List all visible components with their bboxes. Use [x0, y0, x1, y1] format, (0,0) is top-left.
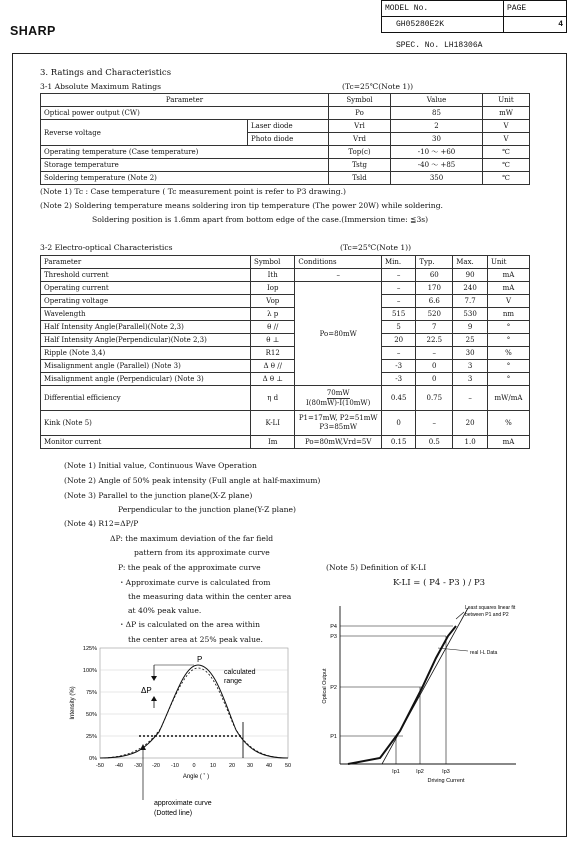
cell-typ: 0	[416, 360, 453, 373]
cell-unit: %	[487, 347, 529, 360]
cell-parameter: Wavelength	[41, 308, 251, 321]
ffp-frame	[100, 648, 288, 758]
ffp-calc-label-2: range	[224, 678, 242, 685]
ffp-gridlines	[100, 670, 288, 736]
ffp-ytick: 75%	[85, 690, 97, 696]
cell-symbol: Im	[251, 436, 295, 449]
cell-max: 9	[453, 321, 488, 334]
kink-xlabel: Driving Current	[427, 778, 465, 784]
table-row	[41, 107, 530, 120]
table-row	[41, 386, 530, 411]
header-box	[381, 0, 567, 38]
cell-min: -3	[382, 373, 416, 386]
cell-symbol: θ ⊥	[251, 334, 295, 347]
ffp-ytick: 25%	[85, 734, 97, 740]
eo-table-title: 3-2 Electro-optical Characteristics	[40, 243, 173, 252]
cell-unit: V	[487, 295, 529, 308]
abs-note-2: (Note 2) Soldering temperature means soldering iron tip temperature (The power 20W) while soldering.	[40, 201, 443, 210]
cell-unit: °	[487, 373, 529, 386]
abs-header-value: Value	[391, 94, 483, 107]
kink-il-chart	[318, 596, 523, 801]
ffp-approx-curve	[104, 668, 284, 758]
eo-table-condition: (Tc=25℃(Note 1))	[340, 243, 412, 252]
cell-parameter: Monitor current	[41, 436, 251, 449]
cell-typ: 520	[416, 308, 453, 321]
cell-parameter: Misalignment angle (Parallel) (Note 3)	[41, 360, 251, 373]
kink-ylabel: P3	[330, 634, 337, 640]
cell-symbol: Vrl	[329, 120, 391, 133]
cell-parameter: Threshold current	[41, 269, 251, 282]
eo-header-max: Max.	[453, 256, 488, 269]
ffp-xtick: -20	[152, 763, 160, 769]
cell-typ: 170	[416, 282, 453, 295]
cell-symbol: θ //	[251, 321, 295, 334]
kink-ylabel-axis: Optical Output	[322, 668, 328, 704]
ffp-dp-label: ΔP	[141, 686, 152, 695]
table-row	[41, 120, 530, 133]
ffp-x-ticks	[96, 763, 291, 769]
eo-header-unit: Unit	[487, 256, 529, 269]
model-value: GH05280E2K	[382, 17, 504, 33]
cell-min: 0.45	[382, 386, 416, 411]
fraction-numerator: 70mW	[326, 388, 350, 397]
table-row	[41, 146, 530, 159]
table-row	[41, 373, 530, 386]
cell-unit: %	[487, 411, 529, 436]
cell-min: 20	[382, 334, 416, 347]
kink-xlabel-tick: Ip1	[392, 769, 400, 775]
cell-unit: °	[487, 360, 529, 373]
cell-symbol: K-LI	[251, 411, 295, 436]
ffp-xtick: 10	[209, 763, 217, 769]
cell-unit: ℃	[483, 172, 530, 185]
far-field-chart	[64, 640, 294, 825]
table-row	[41, 159, 530, 172]
table-row	[41, 282, 530, 295]
cell-min: 0.15	[382, 436, 416, 449]
cell-typ: 0.75	[416, 386, 453, 411]
kink-guides	[340, 626, 453, 764]
table-row	[41, 308, 530, 321]
cell-value: 350	[391, 172, 483, 185]
cell-unit: V	[483, 133, 530, 146]
kink-x-labels	[392, 769, 450, 775]
cell-symbol: η d	[251, 386, 295, 411]
cell-unit: V	[483, 120, 530, 133]
fraction-denominator: I(80mW)-I(10mW)	[306, 398, 371, 407]
cell-min: –	[382, 269, 416, 282]
cell-typ: –	[416, 347, 453, 360]
cell-parameter: Storage temperature	[41, 159, 329, 172]
cell-max: 20	[453, 411, 488, 436]
cell-min: –	[382, 347, 416, 360]
cell-max: 240	[453, 282, 488, 295]
table-row	[41, 269, 530, 282]
table-row	[41, 360, 530, 373]
abs-header-symbol: Symbol	[329, 94, 391, 107]
ffp-dp-arrowhead-2	[151, 696, 157, 701]
cell-value: -40 ～ +85	[391, 159, 483, 172]
ffp-xtick: 20	[228, 763, 236, 769]
cell-unit: nm	[487, 308, 529, 321]
cell-parameter: Operating current	[41, 282, 251, 295]
cell-value: -10 ～ +60	[391, 146, 483, 159]
kink-lsq-line	[382, 608, 468, 764]
ffp-ytick: 125%	[82, 646, 97, 652]
ffp-calc-label-1: calculated	[224, 669, 256, 676]
cell-typ: 60	[416, 269, 453, 282]
cell-unit: mA	[487, 269, 529, 282]
cell-typ: 22.5	[416, 334, 453, 347]
section-title: 3. Ratings and Characteristics	[40, 68, 172, 78]
note-line: pattern from its approximate curve	[134, 548, 270, 557]
note-line: (Note 3) Parallel to the junction plane(X-Z plane)	[64, 491, 253, 500]
kink-lsq-label-1: Least squares linear fit	[465, 605, 516, 611]
cell-typ: 6.6	[416, 295, 453, 308]
table-row	[41, 411, 530, 436]
eo-header-parameter: Parameter	[41, 256, 251, 269]
note-line: at 40% peak value.	[128, 606, 202, 615]
cell-parameter: Misalignment angle (Perpendicular) (Note 3)	[41, 373, 251, 386]
cell-min: 5	[382, 321, 416, 334]
ffp-xtick: -10	[171, 763, 179, 769]
cell-conditions	[295, 386, 382, 411]
cell-typ: –	[416, 411, 453, 436]
table-row	[41, 436, 530, 449]
note-line: ・ΔP is calculated on the area within	[118, 620, 260, 629]
cell-unit: ℃	[483, 159, 530, 172]
cell-value: 2	[391, 120, 483, 133]
ffp-ytick: 0%	[89, 756, 97, 762]
cell-conditions: –	[295, 269, 382, 282]
note-line: ・Approximate curve is calculated from	[118, 578, 271, 587]
ffp-xtick: -50	[96, 763, 104, 769]
ffp-xtick: 30	[246, 763, 254, 769]
ffp-approx-label-2: (Dotted line)	[154, 810, 193, 817]
abs-table-title: 3-1 Absolute Maximum Ratings	[40, 82, 162, 91]
cell-parameter: Soldering temperature (Note 2)	[41, 172, 329, 185]
cell-max: –	[453, 386, 488, 411]
table-row	[41, 347, 530, 360]
kink-ylabel: P2	[330, 685, 337, 691]
abs-header-unit: Unit	[483, 94, 530, 107]
note-line: ΔP: the maximum deviation of the far field	[110, 534, 274, 543]
note-line: the measuring data within the center area	[128, 592, 292, 601]
kink-real-label: real I-L Data	[470, 650, 498, 656]
cell-conditions: Po=80mW	[295, 282, 382, 386]
ffp-ylabel: Intensity (%)	[70, 686, 76, 720]
cell-symbol: R12	[251, 347, 295, 360]
cell-max: 90	[453, 269, 488, 282]
cell-max: 3	[453, 373, 488, 386]
cell-min: -3	[382, 360, 416, 373]
cell-symbol: λ p	[251, 308, 295, 321]
cell-subparameter: Laser diode	[248, 120, 329, 133]
kink-ylabel: P4	[330, 624, 337, 630]
cell-unit: mA	[487, 436, 529, 449]
cell-unit: mA	[487, 282, 529, 295]
ffp-xtick: -30	[134, 763, 142, 769]
kink-xlabel-tick: Ip2	[416, 769, 424, 775]
cell-typ: 0	[416, 373, 453, 386]
cell-symbol: Δ θ ⊥	[251, 373, 295, 386]
cell-parameter: Half Intensity Angle(Parallel)(Note 2,3)	[41, 321, 251, 334]
note-line: P: the peak of the approximate curve	[118, 563, 261, 572]
cell-parameter: Differential efficiency	[41, 386, 251, 411]
kink-y-labels	[330, 624, 337, 740]
cell-unit: °	[487, 334, 529, 347]
eo-header-typ: Typ.	[416, 256, 453, 269]
cell-symbol: Tsld	[329, 172, 391, 185]
abs-note-2-cont: Soldering position is 1.6mm apart from bottom edge of the case.(Immersion time: ≦3s)	[92, 215, 429, 224]
cell-typ: 0.5	[416, 436, 453, 449]
cell-value: 85	[391, 107, 483, 120]
ffp-xtick: 40	[265, 763, 273, 769]
abs-header-parameter: Parameter	[41, 94, 329, 107]
cell-value: 30	[391, 133, 483, 146]
cell-parameter: Optical power output (CW)	[41, 107, 329, 120]
page-value: 4	[503, 17, 566, 33]
cell-min: 515	[382, 308, 416, 321]
spec-number: SPEC. No. LH18306A	[396, 41, 483, 50]
abs-ratings-table	[40, 93, 530, 185]
ffp-dp-arrowhead	[151, 676, 157, 681]
cell-parameter: Ripple (Note 3,4)	[41, 347, 251, 360]
note-line: (Note 1) Initial value, Continuous Wave Operation	[64, 461, 257, 470]
cell-min: –	[382, 282, 416, 295]
cell-min: 0	[382, 411, 416, 436]
cell-parameter: Operating temperature (Case temperature)	[41, 146, 329, 159]
kink-real-il-curve	[348, 626, 456, 764]
cell-unit: ℃	[483, 146, 530, 159]
note-line: (Note 4) R12=ΔP/P	[64, 519, 139, 528]
ffp-approx-pointer-head	[140, 744, 146, 750]
eo-header-conditions: Conditions	[295, 256, 382, 269]
table-row	[41, 334, 530, 347]
table-row	[41, 295, 530, 308]
ffp-xtick: 50	[284, 763, 292, 769]
abs-table-condition: (Tc=25℃(Note 1))	[342, 82, 414, 91]
kink-ylabel: P1	[330, 734, 337, 740]
cell-conditions: Po=80mW,Vrd=5V	[295, 436, 382, 449]
cell-parameter: Operating voltage	[41, 295, 251, 308]
cell-max: 25	[453, 334, 488, 347]
note5-formula: K-LI = ( P4 - P3 ) / P3	[393, 578, 486, 588]
cell-symbol: Δ θ //	[251, 360, 295, 373]
cell-unit: mW	[483, 107, 530, 120]
abs-note-1: (Note 1) Tc : Case temperature ( Tc measurement point is refer to P3 drawing.)	[40, 187, 346, 196]
ffp-ytick: 50%	[85, 712, 97, 718]
cell-min: –	[382, 295, 416, 308]
cell-parameter: Kink (Note 5)	[41, 411, 251, 436]
cell-symbol: Ith	[251, 269, 295, 282]
cell-typ: 7	[416, 321, 453, 334]
kink-lsq-label-2: between P1 and P2	[465, 612, 509, 618]
ffp-xlabel: Angle ( ˚ )	[182, 774, 210, 780]
note5-title: (Note 5) Definition of K-LI	[326, 563, 427, 572]
cell-symbol: Vrd	[329, 133, 391, 146]
cell-symbol: Top(c)	[329, 146, 391, 159]
model-label: MODEL No.	[382, 1, 504, 17]
ffp-xtick: 0	[192, 763, 196, 769]
cell-subparameter: Photo diode	[248, 133, 329, 146]
cell-max: 7.7	[453, 295, 488, 308]
note-line: (Note 2) Angle of 50% peak intensity (Full angle at half-maximum)	[64, 476, 321, 485]
ffp-y-ticks	[83, 646, 97, 762]
kink-real-pointer	[438, 648, 468, 651]
cell-max: 30	[453, 347, 488, 360]
cell-max: 1.0	[453, 436, 488, 449]
ffp-peak-label: P	[197, 655, 203, 664]
cell-unit: mW/mA	[487, 386, 529, 411]
cell-unit: °	[487, 321, 529, 334]
cell-symbol: Iop	[251, 282, 295, 295]
table-row	[41, 321, 530, 334]
ffp-approx-label-1: approximate curve	[154, 800, 212, 807]
sharp-logo: SHARP	[10, 24, 56, 38]
note-line: the center area at 25% peak value.	[128, 635, 263, 644]
ffp-ytick: 100%	[82, 668, 97, 674]
cell-symbol: Tstg	[329, 159, 391, 172]
eo-header-symbol: Symbol	[251, 256, 295, 269]
table-row	[41, 172, 530, 185]
ffp-measured-curve	[100, 665, 288, 758]
condition-line-1: P1=17mW, P2=51mW	[298, 414, 378, 422]
cell-parameter: Half Intensity Angle(Perpendicular)(Note 2,3)	[41, 334, 251, 347]
condition-line-2: P3=85mW	[319, 423, 358, 431]
cell-max: 3	[453, 360, 488, 373]
cell-parameter: Reverse voltage	[41, 120, 248, 146]
page-label: PAGE	[503, 1, 566, 17]
cell-conditions	[295, 411, 382, 436]
cell-max: 530	[453, 308, 488, 321]
kink-xlabel-tick: Ip3	[442, 769, 450, 775]
eo-header-min: Min.	[382, 256, 416, 269]
cell-symbol: Vop	[251, 295, 295, 308]
cell-symbol: Po	[329, 107, 391, 120]
note-line: Perpendicular to the junction plane(Y-Z plane)	[118, 505, 296, 514]
ffp-xtick: -40	[115, 763, 123, 769]
eo-characteristics-table	[40, 255, 530, 449]
